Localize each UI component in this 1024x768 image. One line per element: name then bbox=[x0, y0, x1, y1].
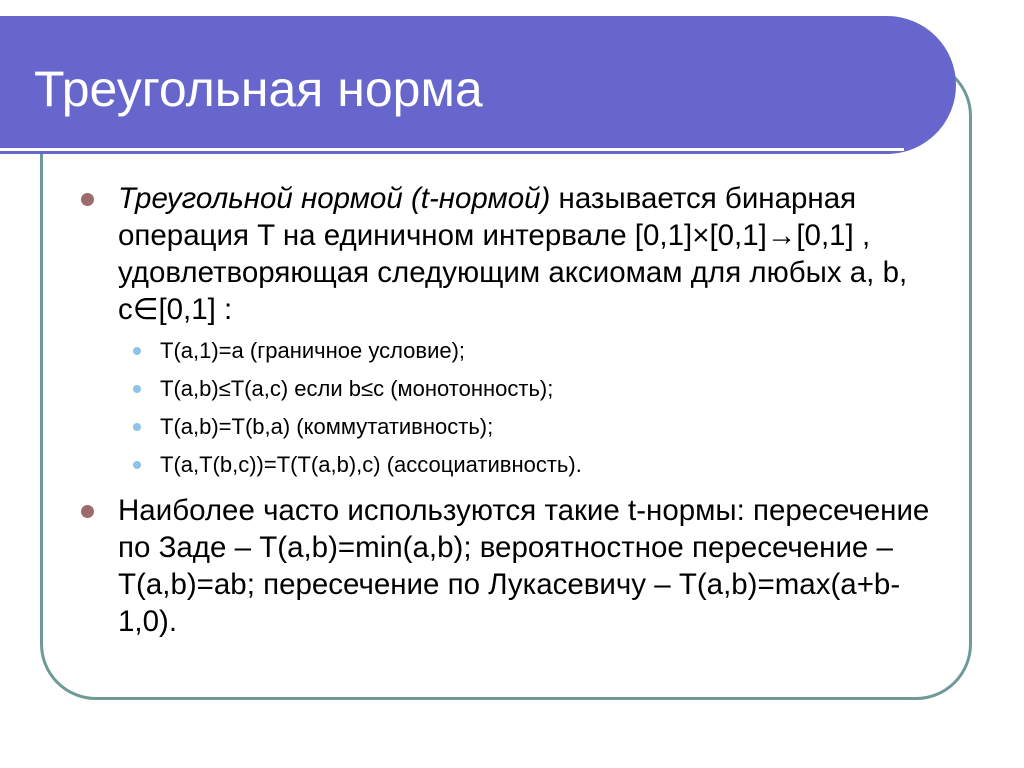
definition-text: называется бинарная операция T на единичном интервале [0,1]×[0,1]→[0,1] , удовлетворяющая следующим аксиомам для любых a, b, c∈[0,1] : bbox=[118, 182, 908, 326]
sub-bullet-dot-icon bbox=[133, 461, 141, 469]
axiom-text: T(a,1)=a (граничное условие); bbox=[160, 338, 466, 363]
bullet-dot-icon bbox=[81, 505, 94, 518]
common-tnorms-text: Наиболее часто используются такие t-нормы: пересечение по Заде – T(a,b)=min(a,b); вероятностное пересечение – T(a,b)=ab; пересечение по Лукасевичу – T(a,b)=max(a+b-1,0). bbox=[118, 494, 930, 638]
axiom-text: T(a,b)=T(b,a) (коммутативность); bbox=[160, 414, 494, 439]
sub-bullet-dot-icon bbox=[133, 423, 141, 431]
axiom-text: T(a,b)≤T(a,c) если b≤c (монотонность); bbox=[160, 376, 554, 401]
slide-title: Треугольная норма bbox=[34, 61, 483, 117]
axiom-text: T(a,T(b,c))=T(T(a,b),c) (ассоциативность). bbox=[160, 452, 582, 477]
axiom-list bbox=[80, 332, 940, 484]
bullet-definition bbox=[80, 180, 940, 328]
axiom-item bbox=[80, 370, 940, 408]
title-banner bbox=[0, 16, 956, 154]
bullet-common-tnorms bbox=[80, 492, 940, 640]
definition-term: Треугольной нормой (t-нормой) bbox=[118, 182, 551, 215]
axiom-item bbox=[80, 408, 940, 446]
sub-bullet-dot-icon bbox=[133, 347, 141, 355]
title-divider bbox=[0, 148, 904, 151]
bullet-dot-icon bbox=[81, 193, 94, 206]
axiom-item bbox=[80, 446, 940, 484]
slide-content bbox=[80, 180, 940, 644]
sub-bullet-dot-icon bbox=[133, 385, 141, 393]
axiom-item bbox=[80, 332, 940, 370]
